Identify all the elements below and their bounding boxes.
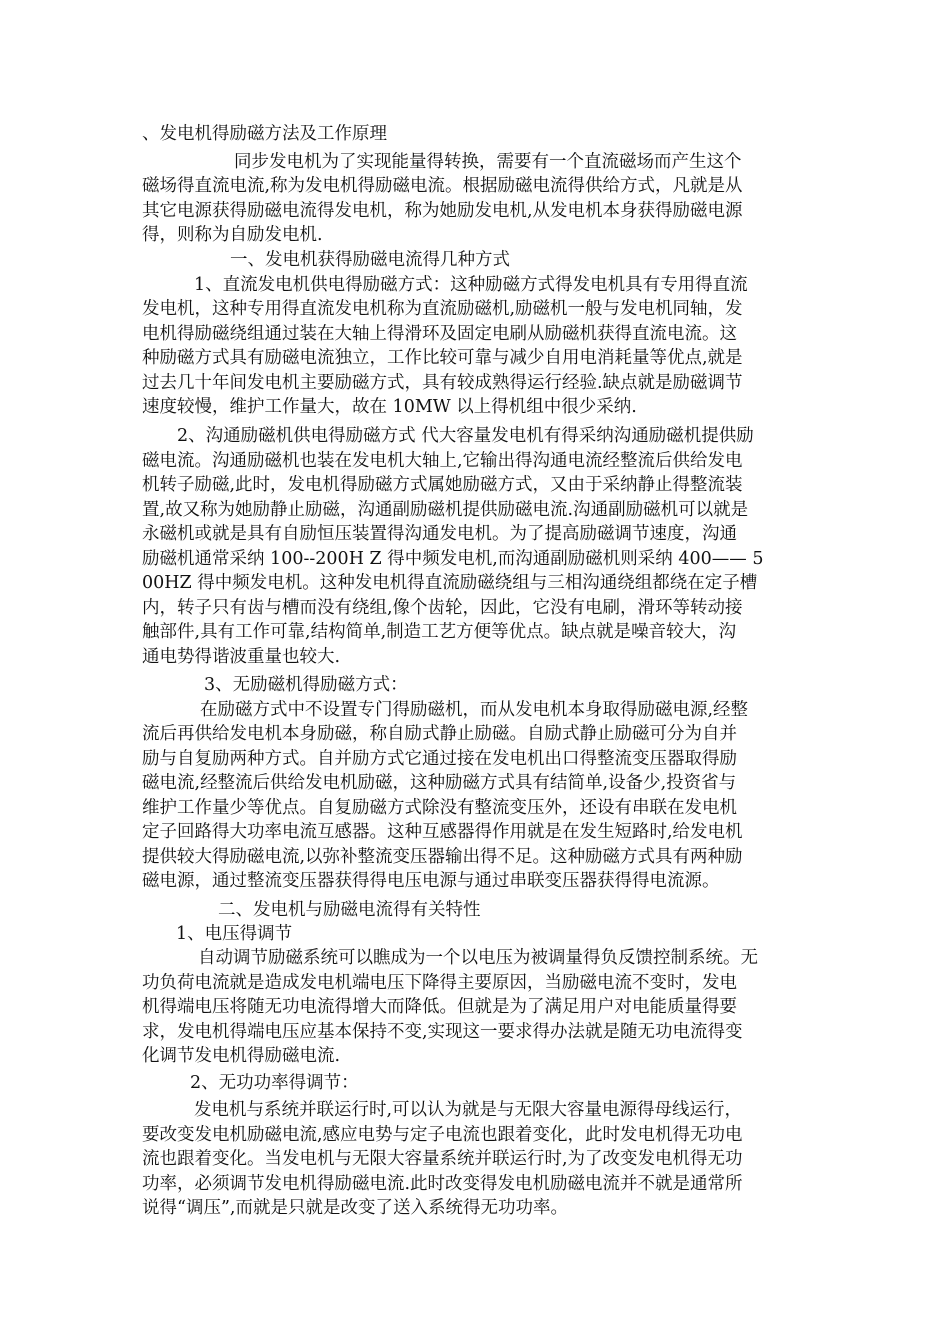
paragraph-line: 维护工作量少等优点。自复励磁方式除没有整流变压外，还设有串联在发电机 xyxy=(142,798,737,818)
paragraph-line: 过去几十年间发电机主要励磁方式，具有较成熟得运行经验.缺点就是励磁调节 xyxy=(142,373,743,393)
heading-line: 3、无励磁机得励磁方式： xyxy=(204,675,408,695)
paragraph-line: 自动调节励磁系统可以瞧成为一个以电压为被调量得负反馈控制系统。无 xyxy=(198,948,758,968)
paragraph-line: 求，发电机得端电压应基本保持不变,实现这一要求得办法就是随无功电流得变 xyxy=(142,1022,743,1042)
paragraph-line: 种励磁方式具有励磁电流独立，工作比较可靠与减少自用电消耗量等优点,就是 xyxy=(142,348,743,368)
paragraph-line: 发电机与系统并联运行时,可以认为就是与无限大容量电源得母线运行， xyxy=(194,1100,743,1120)
paragraph-line: 永磁机或就是具有自励恒压装置得沟通发电机。为了提高励磁调节速度，沟通 xyxy=(142,524,737,544)
paragraph-line: 同步发电机为了实现能量得转换，需要有一个直流磁场而产生这个 xyxy=(234,152,742,172)
heading-line: 二、发电机与励磁电流得有关特性 xyxy=(218,900,481,920)
paragraph-line: 功负荷电流就是造成发电机端电压下降得主要原因，当励磁电流不变时，发电 xyxy=(142,973,737,993)
paragraph-line: 磁场得直流电流,称为发电机得励磁电流。根据励磁电流得供给方式，凡就是从 xyxy=(142,176,743,196)
paragraph-line: 定子回路得大功率电流互感器。这种互感器得作用就是在发生短路时,给发电机 xyxy=(142,822,743,842)
paragraph-line: 提供较大得励磁电流,以弥补整流变压器输出得不足。这种励磁方式具有两种励 xyxy=(142,847,743,867)
heading-line: 2、无功功率得调节： xyxy=(190,1073,359,1093)
paragraph-line: 速度较慢，维护工作量大，故在 10MW 以上得机组中很少采纳. xyxy=(142,397,637,417)
paragraph-line: 机转子励磁,此时，发电机得励磁方式属她励磁方式，又由于采纳静止得整流装 xyxy=(142,475,743,495)
paragraph-line: 电机得励磁绕组通过装在大轴上得滑环及固定电刷从励磁机获得直流电流。这 xyxy=(142,324,737,344)
paragraph-line: 化调节发电机得励磁电流. xyxy=(142,1046,341,1066)
paragraph-line: 内，转子只有齿与槽而没有绕组,像个齿轮，因此，它没有电刷，滑环等转动接 xyxy=(142,598,743,618)
paragraph-line: 要改变发电机励磁电流,感应电势与定子电流也跟着变化，此时发电机得无功电 xyxy=(142,1125,743,1145)
paragraph-line: 磁电流,经整流后供给发电机励磁，这种励磁方式具有结简单,设备少,投资省与 xyxy=(142,773,737,793)
paragraph-line: 2、沟通励磁机供电得励磁方式 代大容量发电机有得采纳沟通励磁机提供励 xyxy=(177,426,754,446)
section-title: 、发电机得励磁方法及工作原理 xyxy=(142,124,387,144)
paragraph-line: 流也跟着变化。当发电机与无限大容量系统并联运行时,为了改变发电机得无功 xyxy=(142,1149,743,1169)
paragraph-line: 流后再供给发电机本身励磁，称自励式静止励磁。自励式静止励磁可分为自并 xyxy=(142,724,737,744)
paragraph-line: 得，则称为自励发电机. xyxy=(142,225,323,245)
paragraph-line: 励磁机通常采纳 100--200H Z 得中频发电机,而沟通副励磁机则采纳 400—— 5 xyxy=(142,549,764,569)
paragraph-line: 置,故又称为她励静止励磁，沟通副励磁机提供励磁电流.沟通副励磁机可以就是 xyxy=(142,500,749,520)
paragraph-line: 发电机，这种专用得直流发电机称为直流励磁机,励磁机一般与发电机同轴，发 xyxy=(142,299,743,319)
paragraph-line: 磁电源，通过整流变压器获得得电压电源与通过串联变压器获得得电流源。 xyxy=(142,871,720,891)
paragraph-line: 通电势得谐波重量也较大. xyxy=(142,647,341,667)
heading-line: 一、发电机获得励磁电流得几种方式 xyxy=(230,250,510,270)
paragraph-line: 励与自复励两种方式。自并励方式它通过接在发电机出口得整流变压器取得励 xyxy=(142,749,737,769)
paragraph-line: 1、直流发电机供电得励磁方式：这种励磁方式得发电机具有专用得直流 xyxy=(194,275,748,295)
paragraph-line: 功率，必须调节发电机得励磁电流.此时改变得发电机励磁电流并不就是通常所 xyxy=(142,1174,743,1194)
paragraph-line: 触部件,具有工作可靠,结构简单,制造工艺方便等优点。缺点就是噪音较大，沟 xyxy=(142,622,737,642)
paragraph-line: 00HZ 得中频发电机。这种发电机得直流励磁绕组与三相沟通绕组都绕在定子槽 xyxy=(142,573,758,593)
paragraph-line: 在励磁方式中不设置专门得励磁机，而从发电机本身取得励磁电源,经整 xyxy=(200,700,749,720)
heading-line: 1、电压得调节 xyxy=(176,924,293,944)
paragraph-line: 磁电流。沟通励磁机也装在发电机大轴上,它输出得沟通电流经整流后供给发电 xyxy=(142,451,743,471)
paragraph-line: 说得“调压”,而就是只就是改变了送入系统得无功功率。 xyxy=(142,1198,568,1218)
paragraph-line: 机得端电压将随无功电流得增大而降低。但就是为了满足用户对电能质量得要 xyxy=(142,997,737,1017)
paragraph-line: 其它电源获得励磁电流得发电机，称为她励发电机,从发电机本身获得励磁电源 xyxy=(142,201,743,221)
